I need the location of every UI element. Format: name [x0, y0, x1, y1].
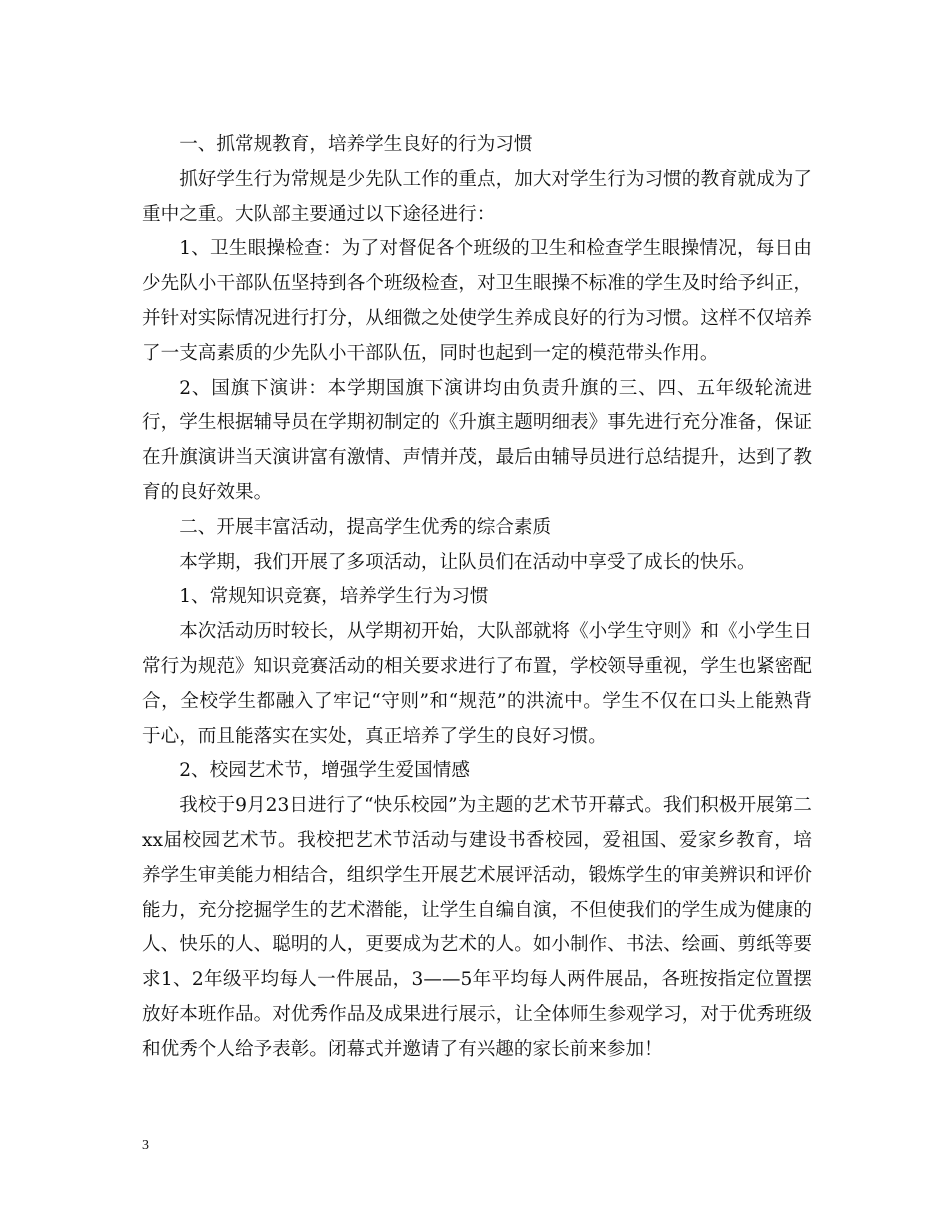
subsection-heading: 1、常规知识竞赛，培养学生行为习惯: [179, 586, 489, 608]
subsection-heading: 2、校园艺术节，增强学生爱国情感: [179, 760, 470, 782]
paragraph: 本学期，我们开展了多项活动，让队员们在活动中享受了成长的快乐。: [179, 551, 756, 573]
paragraph: 我校于9月23日进行了“快乐校园”为主题的艺术节开幕式。我们积极开展第二xx届校园艺术节。我校把艺术节活动与建设书香校园，爱祖国、爱家乡教育，培养学生审美能力相结合，组织学生开展艺术展评活动，锻炼学生的审美辨识和评价能力，充分挖掘学生的艺术潜能，让学生自编自演，不但使我们的学生成为健康的人、快乐的人、聪明的人，更要成为艺术的人。如小制作、书法、绘画、剪纸等要求1、2年级平均每人一件展品，3——5年平均每人两件展品，各班按指定位置摆放好本班作品。对优秀作品及成果进行展示，让全体师生参观学习，对于优秀班级和优秀个人给予表彰。闭幕式并邀请了有兴趣的家长前来参加！: [142, 795, 812, 1060]
section-heading: 一、抓常规教育，培养学生良好的行为习惯: [179, 134, 533, 155]
paragraph: 本次活动历时较长，从学期初开始，大队部就将《小学生守则》和《小学生日常行为规范》知识竞赛活动的相关要求进行了布置，学校领导重视，学生也紧密配合，全校学生都融入了牢记“守则”和“规范”的洪流中。学生不仅在口头上能熟背于心，而且能落实在实处，真正培养了学生的良好习惯。: [142, 621, 812, 747]
paragraph: 1、卫生眼操检查：为了对督促各个班级的卫生和检查学生眼操情况，每日由少先队小干部队伍坚持到各个班级检查，对卫生眼操不标准的学生及时给予纠正，并针对实际情况进行打分，从细微之处使学生养成良好的行为习惯。这样不仅培养了一支高素质的少先队小干部队伍，同时也起到一定的模范带头作用。: [142, 238, 812, 364]
section-heading: 二、开展丰富活动，提高学生优秀的综合素质: [179, 516, 552, 538]
page-number: 3: [142, 1138, 149, 1153]
paragraph: 抓好学生行为常规是少先队工作的重点，加大对学生行为习惯的教育就成为了重中之重。大队部主要通过以下途径进行：: [142, 168, 812, 225]
document-body: [142, 128, 812, 1068]
paragraph: 2、国旗下演讲：本学期国旗下演讲均由负责升旗的三、四、五年级轮流进行，学生根据辅导员在学期初制定的《升旗主题明细表》事先进行充分准备，保证在升旗演讲当天演讲富有激情、声情并茂，最后由辅导员进行总结提升，达到了教育的良好效果。: [142, 377, 812, 503]
